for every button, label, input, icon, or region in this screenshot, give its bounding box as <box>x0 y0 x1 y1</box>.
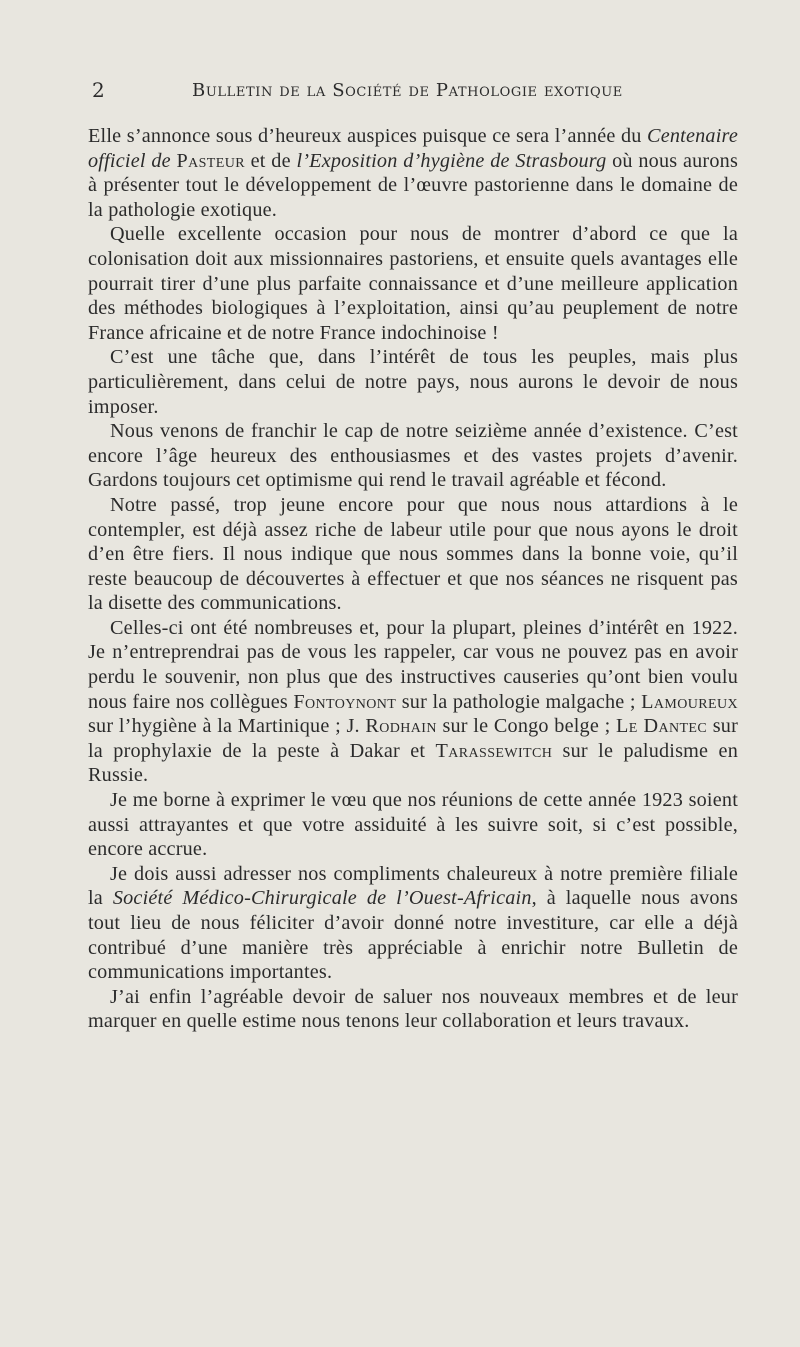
text-run: Nous venons de franchir le cap de notre seizième année d’existence. C’est encore l’âge heureux des enthousiasmes et des vastes projets d’avenir. Gardons toujours cet optimisme qui rend le travail agréable et fécond. <box>88 420 738 492</box>
author-name: Tarassewitch <box>435 739 553 762</box>
italic-text: Centenaire officiel de <box>88 125 738 172</box>
paragraph <box>88 493 738 616</box>
body-text <box>88 124 738 1034</box>
paragraph <box>88 788 738 862</box>
text-run: sur le paludisme en Russie. <box>88 739 738 787</box>
running-header <box>92 78 742 106</box>
author-name: Lamoureux <box>641 690 738 713</box>
paragraph <box>88 616 738 788</box>
paragraph <box>88 862 738 985</box>
text-run: Quelle excellente occasion pour nous de montrer d’abord ce que la colonisation doit aux missionnaires pastoriens, et ensuite quels avantages elle pourrait tirer d’une plus parfaite connaissance et d’une meilleure application des méthodes biologiques à l’exploitation, ainsi qu’au peuplement de notre France africaine et de notre France indochinoise ! <box>88 223 738 344</box>
author-name: Fontoynont <box>293 690 397 713</box>
text-run: sur la pathologie malgache ; <box>396 690 642 713</box>
text-run: Celles-ci ont été nombreuses et, pour la plupart, pleines d’intérêt en 1922. Je n’entreprendrai pas de vous les rappeler, car vous ne pouvez pas en avoir perdu le souvenir, non plus que des instructives causeries qu’ont bien voulu nous faire nos collègues <box>88 616 738 713</box>
text-run: Elle s’annonce sous d’heureux auspices puisque ce sera l’année du <box>88 125 648 147</box>
paragraph <box>88 419 738 493</box>
text-run: sur l’hygiène à la Martinique ; J. <box>88 715 366 738</box>
italic-text: l’Exposition d’hygiène de Strasbourg <box>296 149 607 172</box>
author-name: Pasteur <box>176 149 245 172</box>
paragraph <box>88 124 738 222</box>
running-title: Bulletin de la Société de Pathologie exotique <box>192 80 623 101</box>
paragraph <box>88 222 738 345</box>
text-run: où nous aurons à présenter tout le développement de l’œuvre pastorienne dans le domaine de la pathologie exotique. <box>88 149 738 221</box>
text-run: J’ai enfin l’agréable devoir de saluer nos nouveaux membres et de leur marquer en quelle estime nous tenons leur collaboration et leurs travaux. <box>88 985 738 1033</box>
paragraph <box>88 985 738 1034</box>
italic-text: Société Médico-Chirurgicale de l’Ouest-Africain <box>112 887 532 910</box>
text-run: Notre passé, trop jeune encore pour que nous nous attardions à le contempler, est déjà assez riche de labeur utile pour que nous ayons le droit d’en être fiers. Il nous indique que nous sommes dans la bonne voie, qu’il reste beaucoup de découvertes à effectuer et que nos séances ne risquent pas la disette des communications. <box>88 493 738 615</box>
text-run: sur la prophylaxie de la peste à Dakar et <box>88 715 738 762</box>
text-run: C’est une tâche que, dans l’intérêt de tous les peuples, mais plus particulièrement, dans celui de notre pays, nous aurons le devoir de nous imposer. <box>88 346 738 418</box>
text-run: Je me borne à exprimer le vœu que nos réunions de cette année 1923 soient aussi attrayantes et que votre assiduité à les suivre soit, si c’est possible, encore accrue. <box>88 789 738 861</box>
text-run: Je dois aussi adresser nos compliments chaleureux à notre première filiale la <box>88 862 738 910</box>
paragraph <box>88 345 738 419</box>
page-number: 2 <box>92 78 106 102</box>
text-run: sur le Congo belge ; <box>436 715 616 738</box>
author-name: Le Dantec <box>616 715 708 738</box>
text-run: , à laquelle nous avons tout lieu de nous féliciter d’avoir donné notre investiture, car elle a déjà contribué d’une manière très appréciable à enrichir notre Bulletin de communications importantes. <box>88 887 739 984</box>
text-run: et de <box>244 149 297 172</box>
author-name: Rodhain <box>365 715 437 738</box>
